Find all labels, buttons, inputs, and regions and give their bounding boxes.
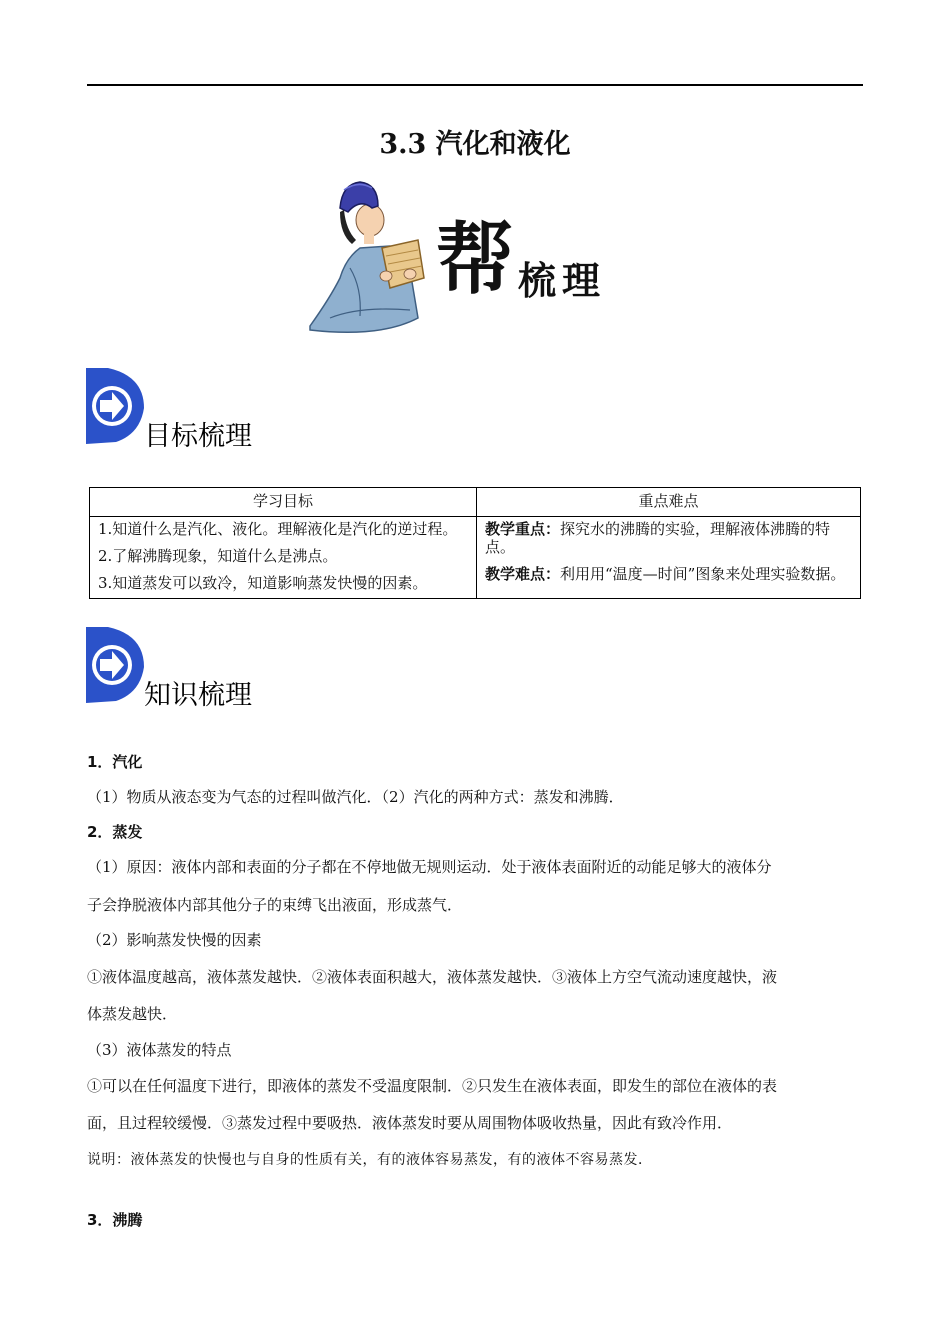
objective-item: 3.知道蒸发可以致冷，知道影响蒸发快慢的因素。 bbox=[98, 574, 428, 592]
difficulty-label: 教学难点： bbox=[485, 565, 561, 583]
knowledge-heading-text: 知识梳理 bbox=[144, 680, 252, 711]
paragraph: 面，且过程较缓慢．③蒸发过程中要吸热．液体蒸发时要从周围物体吸收热量，因此有致冷作用． bbox=[87, 1114, 733, 1132]
paragraph: （1）物质从液态变为气态的过程叫做汽化．（2）汽化的两种方式：蒸发和沸腾． bbox=[87, 788, 624, 806]
paragraph: 体蒸发越快． bbox=[87, 1005, 178, 1023]
paragraph: ①液体温度越高，液体蒸发越快．②液体表面积越大，液体蒸发越快．③液体上方空气流动速度越快，液 bbox=[87, 968, 778, 986]
difficulty-text: 利用用“温度—时间”图象来处理实验数据。 bbox=[560, 565, 846, 583]
note: 说明：液体蒸发的快慢也与自身的性质有关，有的液体容易蒸发，有的液体不容易蒸发． bbox=[87, 1152, 653, 1168]
calligraphy-big-char: 帮 bbox=[436, 214, 515, 305]
table-header-keypoints: 重点难点 bbox=[477, 488, 861, 517]
calligraphy-small-chars: 梳理 bbox=[518, 258, 607, 303]
paragraph: 子会挣脱液体内部其他分子的束缚飞出液面，形成蒸气． bbox=[87, 896, 463, 914]
paragraph: （3）液体蒸发的特点 bbox=[87, 1041, 232, 1059]
goals-heading-text: 目标梳理 bbox=[144, 421, 252, 452]
paragraph: （1）原因：液体内部和表面的分子都在不停地做无规则运动．处于液体表面附近的动能足够大的液体分 bbox=[87, 858, 772, 876]
key-point-label: 教学重点： bbox=[485, 520, 561, 538]
objective-item: 2.了解沸腾现象，知道什么是沸点。 bbox=[98, 547, 338, 565]
table-header-objectives: 学习目标 bbox=[90, 488, 477, 517]
section-heading-boiling: 3．沸腾 bbox=[87, 1211, 143, 1229]
section-heading-evaporation: 2．蒸发 bbox=[87, 823, 143, 841]
key-point-text: 探究水的沸腾的实验，理解液体沸腾的特点。 bbox=[485, 520, 831, 556]
section-heading-vaporization: 1．汽化 bbox=[87, 753, 143, 771]
knowledge-body bbox=[87, 0, 865, 1344]
document-title: 3.3 汽化和液化 bbox=[379, 129, 571, 160]
objective-item: 1.知道什么是汽化、液化。理解液化是汽化的逆过程。 bbox=[98, 520, 458, 538]
paragraph: ①可以在任何温度下进行，即液体的蒸发不受温度限制．②只发生在液体表面，即发生的部位在液体的表 bbox=[87, 1077, 778, 1095]
paragraph: （2）影响蒸发快慢的因素 bbox=[87, 931, 262, 949]
